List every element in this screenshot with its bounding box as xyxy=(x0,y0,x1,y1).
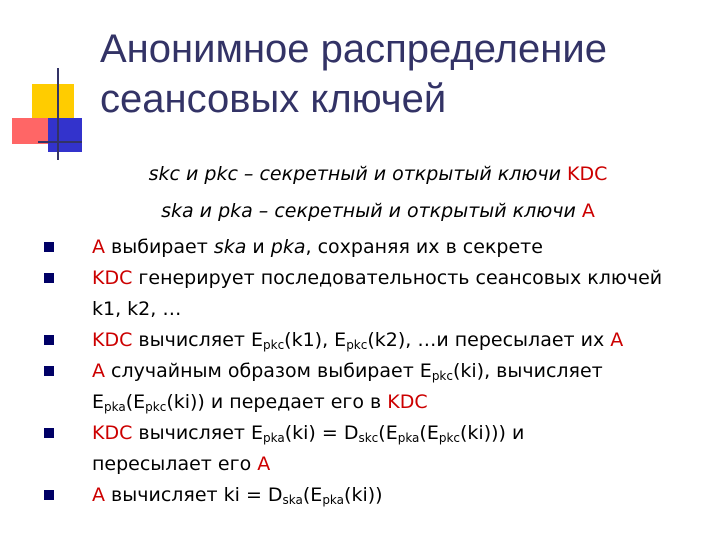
text: случайным образом выбирает E xyxy=(105,360,432,382)
text: вычисляет ki = D xyxy=(105,484,283,506)
text: (ki), вычисляет xyxy=(452,360,603,382)
square-bullet-icon xyxy=(44,335,54,345)
logo-red-square xyxy=(12,118,50,144)
subtitle-keys-a xyxy=(98,200,658,222)
text: (k2), …и пересылает их xyxy=(367,329,611,351)
bullet-item-5 xyxy=(40,418,715,480)
text: (ki)) и передает его в xyxy=(166,391,388,413)
subscript: pkc xyxy=(431,369,453,383)
title-line-1: Анонимное распределение xyxy=(100,27,607,71)
subtitle-2-a: A xyxy=(581,200,595,222)
subscript: pka xyxy=(263,431,285,445)
actor-kdc: KDC xyxy=(92,267,133,289)
subtitle-keys-kdc xyxy=(98,163,658,185)
text: пересылает его xyxy=(92,453,258,475)
title-line-2: сеансовых ключей xyxy=(100,77,447,121)
text: вычисляет E xyxy=(132,329,263,351)
subscript: pkc xyxy=(145,400,167,414)
subscript: pkc xyxy=(346,338,368,352)
bullet-item-1 xyxy=(40,232,715,263)
subscript: pkc xyxy=(263,338,285,352)
square-bullet-icon xyxy=(44,428,54,438)
square-bullet-icon xyxy=(44,366,54,376)
actor-a: A xyxy=(257,453,271,475)
text: (E xyxy=(302,484,323,506)
bullet-item-4 xyxy=(40,356,715,418)
subtitle-1-text: skc и pkc – секретный и открытый ключи xyxy=(148,163,568,185)
text: (E xyxy=(378,422,398,444)
text: вычисляет E xyxy=(132,422,263,444)
bullet-list xyxy=(40,232,715,511)
subscript: pka xyxy=(104,400,126,414)
square-bullet-icon xyxy=(44,273,54,283)
text: k1, k2, … xyxy=(92,298,182,320)
text: (E xyxy=(419,422,439,444)
subscript: pka xyxy=(322,493,345,507)
text: (E xyxy=(125,391,146,413)
subscript: ska xyxy=(282,493,303,507)
actor-a: A xyxy=(92,484,105,506)
subscript: pkc xyxy=(438,431,461,445)
text: (ki)) xyxy=(344,484,383,506)
text: (k1), E xyxy=(284,329,347,351)
page-title xyxy=(100,24,700,124)
actor-kdc: KDC xyxy=(92,422,133,444)
key-pka: pka xyxy=(270,236,306,258)
actor-kdc: KDC xyxy=(387,391,428,413)
key-ska: ska xyxy=(213,236,247,258)
decorative-squares-logo xyxy=(0,0,100,170)
text: генерирует последовательность сеансовых ключей xyxy=(132,267,663,289)
logo-blue-square xyxy=(48,118,82,152)
subscript: pka xyxy=(397,431,420,445)
bullet-item-6 xyxy=(40,480,715,511)
actor-a: A xyxy=(610,329,624,351)
subtitle-1-kdc: KDC xyxy=(567,163,608,185)
text: и xyxy=(246,236,271,258)
square-bullet-icon xyxy=(44,490,54,500)
actor-kdc: KDC xyxy=(92,329,133,351)
actor-a: A xyxy=(92,236,105,258)
subscript: skc xyxy=(358,431,379,445)
actor-a: A xyxy=(92,360,105,382)
text: , сохраняя их в секрете xyxy=(305,236,543,258)
text: (ki))) и xyxy=(460,422,525,444)
square-bullet-icon xyxy=(44,242,54,252)
subtitle-2-text: ska и pka – секретный и открытый ключи xyxy=(161,200,582,222)
text: E xyxy=(92,391,105,413)
bullet-item-3 xyxy=(40,325,715,356)
bullet-item-2 xyxy=(40,263,715,325)
text: выбирает xyxy=(105,236,214,258)
text: (ki) = D xyxy=(284,422,359,444)
